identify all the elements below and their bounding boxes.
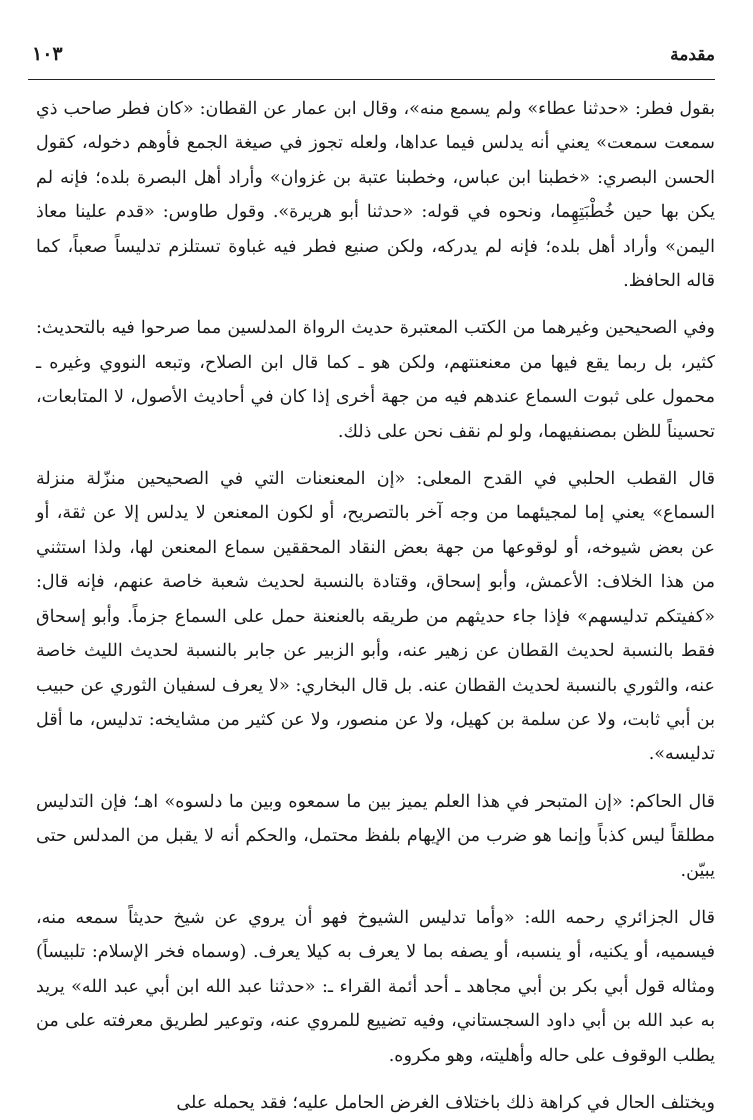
page-number: ١٠٣ [32, 43, 63, 65]
running-head: مقدمة [670, 45, 715, 65]
header-rule [28, 79, 715, 80]
paragraph-6: ويختلف الحال في كراهة ذلك باختلاف الغرض الحامل عليه؛ فقد يحمله على [176, 1092, 715, 1113]
page-header [28, 38, 715, 80]
body-text [36, 92, 715, 1120]
paragraph-4: قال الحاكم: «إن المتبحر في هذا العلم يميز بين ما سمعوه وبين ما دلسوه» اهـ؛ فإن التدليس مطلقاً ليس كذباً وإنما هو ضرب من الإيهام بلفظ محتمل، والحكم أنه لا يقبل من المدلس حتى يبيّن. [36, 791, 715, 881]
paragraph-5: قال الجزائري رحمه الله: «وأما تدليس الشيوخ فهو أن يروي عن شيخ حديثاً سمعه منه، فيسميه، أو يكنيه، أو ينسبه، أو يصفه بما لا يعرف به كيلا يعرف. (وسماه فخر الإسلام: تلبيساً) ومثاله قول أبي بكر بن أبي مجاهد ـ أحد أئمة القراء ـ: «حدثنا عبد الله ابن أبي عبد الله» يريد به عبد الله بن أبي داود السجستاني، وفيه تضييع للمروي عنه، وتوعير لطريق معرفته على من يطلب الوقوف على حاله وأهليته، وهو مكروه. [36, 907, 715, 1066]
paragraph-3: قال القطب الحلبي في القدح المعلى: «إن المعنعنات التي في الصحيحين منزّلة منزلة السماع» يعني إما لمجيئهما من وجه آخر بالتصريح، أو لكون المعنعن لا يدلس إلا عن ثقة، أو عن بعض شيوخه، أو لوقوعها من جهة بعض النقاد المحققين سماع المعنعن لها، ولذا استثني من هذا الخلاف: الأعمش، وأبو إسحاق، وقتادة بالنسبة لحديث شعبة خاصة عنهم، فإنه قال: «كفيتكم تدليسهم» فإذا جاء حديثهم من طريقه بالعنعنة حمل على السماع جزماً. وأبو إسحاق فقط بالنسبة لحديث القطان عن زهير عنه، وأبو الزبير عن جابر بالنسبة لحديث الليث خاصة عنه، والثوري بالنسبة لحديث القطان عنه. بل قال البخاري: «لا يعرف لسفيان الثوري عن حبيب بن أبي ثابت، ولا عن سلمة بن كهيل، ولا عن منصور، ولا عن كثير من مشايخه: تدليس، ما أقل تدليسه». [36, 469, 715, 765]
paragraph-2: وفي الصحيحين وغيرهما من الكتب المعتبرة حديث الرواة المدلسين مما صرحوا فيه بالتحديث: كثير، بل ربما يقع فيها من معنعنتهم، ولكن هو ـ كما قال ابن الصلاح، وتبعه النووي وغيره ـ محمول على ثبوت السماع عندهم فيه من جهة أخرى إذا كان في أحاديث الأصول، لا المتابعات، تحسيناً للظن بمصنفيهما، ولو لم نقف نحن على ذلك. [36, 318, 715, 442]
paragraph-1: بقول فطر: «حدثنا عطاء» ولم يسمع منه»، وقال ابن عمار عن القطان: «كان فطر صاحب ذي سمعت سمعت» يعني أنه يدلس فيما عداها، ولعله تجوز في صيغة الجمع فأوهم دخوله، كقول الحسن البصري: «خطبنا ابن عباس، وخطبنا عتبة بن غزوان» وأراد أهل البصرة بلده؛ فإنه لم يكن بها حين خُطْبَتِهِما، ونحوه في قوله: «حدثنا أبو هريرة». وقول طاوس: «قدم علينا معاذ اليمن» وأراد أهل بلده؛ فإنه لم يدركه، ولكن صنيع فطر فيه غباوة تستلزم تدليساً صعباً، كما قاله الحافظ. [36, 99, 715, 292]
